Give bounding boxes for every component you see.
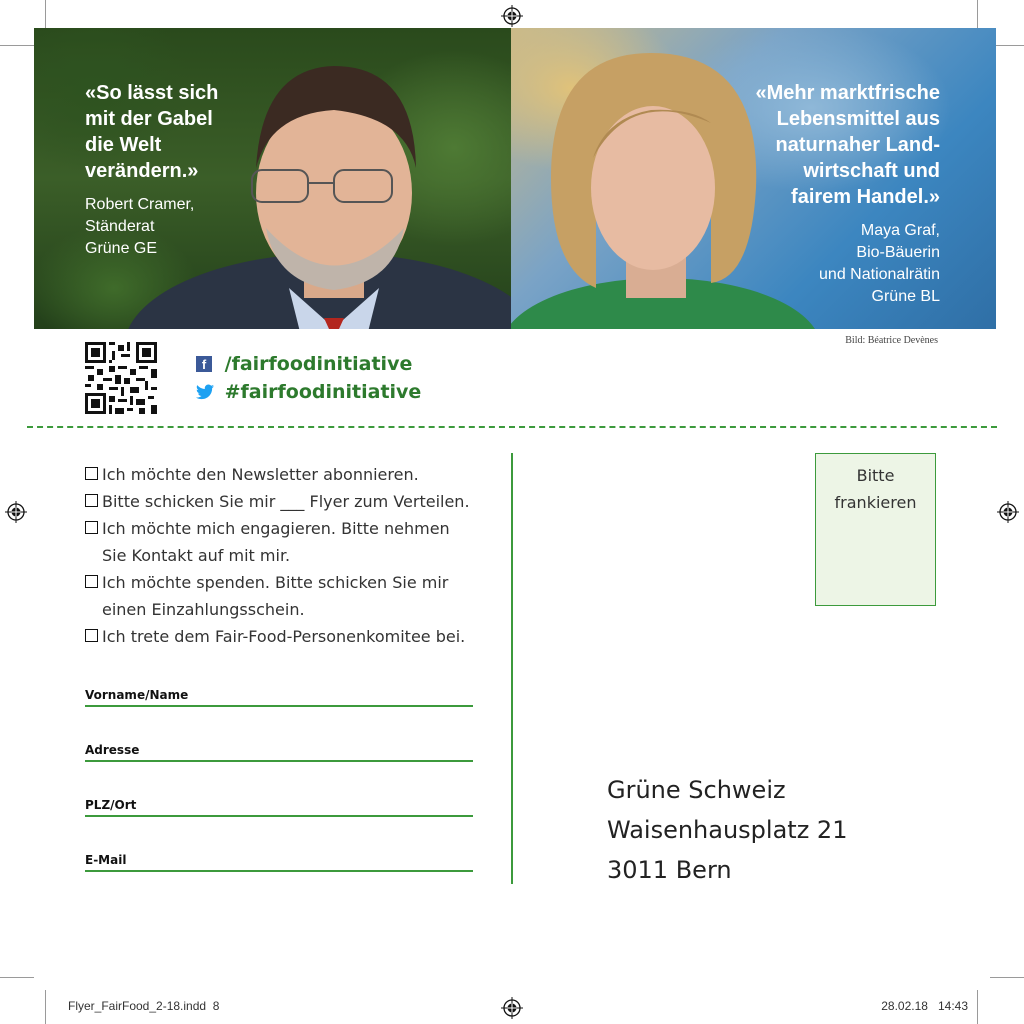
address-line: Grüne Schweiz bbox=[607, 776, 786, 804]
quote-left-text bbox=[85, 80, 218, 184]
crop-mark-left-top bbox=[0, 45, 34, 46]
quote-right-text bbox=[755, 80, 940, 210]
field-label-address: Adresse bbox=[85, 743, 140, 757]
field-line-name[interactable] bbox=[85, 705, 473, 707]
registration-mark-right bbox=[997, 501, 1019, 523]
quote-left-author-line: Ständerat bbox=[85, 218, 155, 235]
footer-time: 14:43 bbox=[937, 999, 968, 1013]
quote-left-line: verändern.» bbox=[85, 160, 199, 182]
footer-date: 28.02.18 bbox=[881, 999, 928, 1013]
quote-right-author-line: Grüne BL bbox=[871, 288, 940, 305]
option-flyer[interactable] bbox=[85, 488, 495, 515]
quote-right-author-line: Maya Graf, bbox=[860, 222, 940, 239]
field-label-zip-city: PLZ/Ort bbox=[85, 798, 137, 812]
quote-left-author-line: Robert Cramer, bbox=[85, 196, 195, 213]
field-label-email: E-Mail bbox=[85, 853, 127, 867]
option-donate[interactable] bbox=[85, 569, 495, 623]
stamp-label: Bitte bbox=[856, 466, 895, 485]
checkbox-engage[interactable] bbox=[85, 521, 98, 534]
option-label: Ich trete dem Fair-Food-Personenkomitee bei. bbox=[102, 627, 466, 646]
stamp-label: frankieren bbox=[834, 493, 917, 512]
photo-maya-graf bbox=[511, 28, 996, 329]
option-label: Bitte schicken Sie mir ___ Flyer zum Verteilen. bbox=[102, 492, 470, 511]
quote-right-line: wirtschaft und bbox=[803, 160, 940, 182]
checkbox-flyer[interactable] bbox=[85, 494, 98, 507]
quote-left-line: «So lässt sich bbox=[85, 82, 219, 104]
facebook-handle: /fairfoodinitiative bbox=[224, 352, 413, 375]
quote-right bbox=[755, 80, 940, 308]
quote-right-author bbox=[755, 220, 940, 308]
quote-left-author-line: Grüne GE bbox=[85, 240, 158, 257]
field-label-name: Vorname/Name bbox=[85, 688, 189, 702]
option-label-continued: Sie Kontakt auf mit mir. bbox=[102, 546, 291, 565]
quote-right-line: Lebensmittel aus bbox=[776, 108, 940, 130]
crop-mark-bottom-left bbox=[45, 990, 46, 1024]
qr-code[interactable] bbox=[85, 342, 157, 414]
quote-right-line: fairem Handel.» bbox=[791, 186, 940, 208]
registration-mark-bottom bbox=[501, 997, 523, 1019]
crop-mark-right-bottom bbox=[990, 977, 1024, 978]
facebook-icon: f bbox=[196, 356, 212, 372]
quote-right-author-line: Bio-Bäuerin bbox=[856, 244, 940, 261]
quote-left-line: die Welt bbox=[85, 134, 162, 156]
photo-credit: Bild: Béatrice Devènes bbox=[845, 335, 938, 346]
field-line-address[interactable] bbox=[85, 760, 473, 762]
quote-right-line: naturnaher Land- bbox=[775, 134, 940, 156]
crop-mark-left-bottom bbox=[0, 977, 34, 978]
crop-mark-bottom-right bbox=[977, 990, 978, 1024]
checkbox-committee[interactable] bbox=[85, 629, 98, 642]
option-label: Ich möchte spenden. Bitte schicken Sie mir bbox=[102, 573, 449, 592]
option-label-continued: einen Einzahlungsschein. bbox=[102, 600, 305, 619]
footer-page-number: 8 bbox=[212, 999, 220, 1013]
twitter-bird-icon bbox=[196, 384, 214, 400]
footer-file-info bbox=[68, 999, 219, 1013]
registration-mark-top bbox=[501, 5, 523, 27]
quote-right-line: «Mehr marktfrische bbox=[755, 82, 940, 104]
field-line-zip-city[interactable] bbox=[85, 815, 473, 817]
quote-left-line: mit der Gabel bbox=[85, 108, 213, 130]
recipient-address bbox=[607, 770, 847, 890]
footer-file-name: Flyer_FairFood_2-18.indd bbox=[68, 999, 207, 1013]
stamp-box bbox=[815, 453, 936, 606]
options-list bbox=[85, 461, 495, 650]
checkbox-newsletter[interactable] bbox=[85, 467, 98, 480]
postcard-divider bbox=[511, 453, 513, 884]
quote-right-author-line: und Nationalrätin bbox=[819, 266, 940, 283]
option-newsletter[interactable] bbox=[85, 461, 495, 488]
address-line: Waisenhausplatz 21 bbox=[607, 816, 848, 844]
twitter-handle: #fairfoodinitiative bbox=[224, 380, 422, 403]
option-engage[interactable] bbox=[85, 515, 495, 569]
field-line-email[interactable] bbox=[85, 870, 473, 872]
quote-left bbox=[85, 80, 218, 260]
option-committee[interactable] bbox=[85, 623, 495, 650]
option-label: Ich möchte mich engagieren. Bitte nehmen bbox=[102, 519, 450, 538]
footer-timestamp bbox=[881, 999, 968, 1013]
photo-robert-cramer bbox=[34, 28, 511, 329]
address-line: 3011 Bern bbox=[607, 856, 732, 884]
twitter-link[interactable] bbox=[196, 380, 421, 403]
quote-left-author bbox=[85, 194, 218, 260]
facebook-link[interactable] bbox=[196, 352, 412, 375]
registration-mark-left bbox=[5, 501, 27, 523]
option-label: Ich möchte den Newsletter abonnieren. bbox=[102, 465, 419, 484]
cut-line bbox=[27, 426, 997, 428]
checkbox-donate[interactable] bbox=[85, 575, 98, 588]
